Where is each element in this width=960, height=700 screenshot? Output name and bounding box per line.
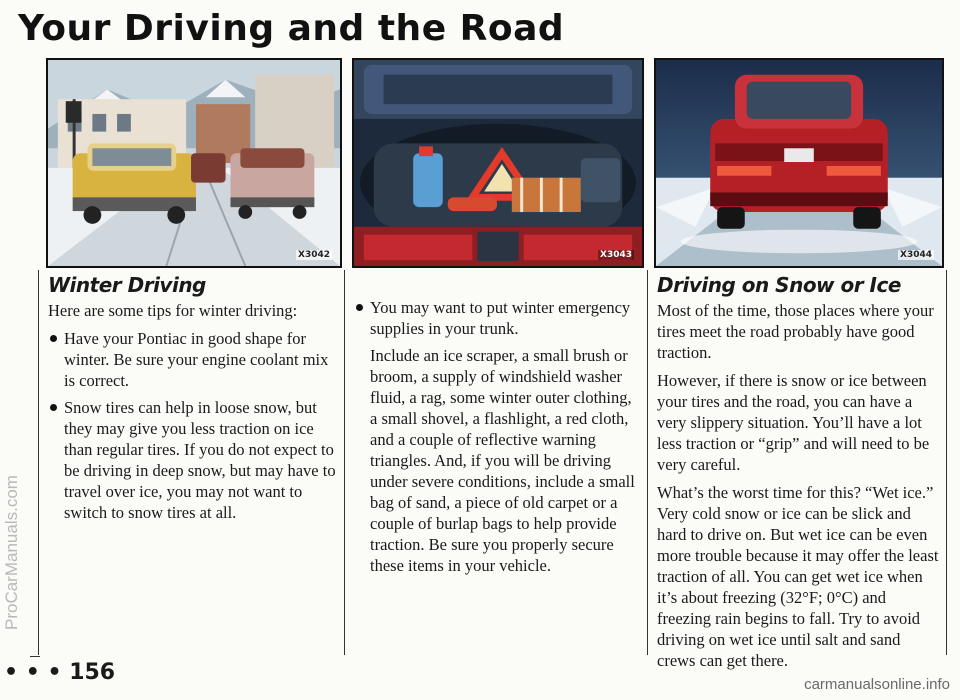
section-heading: Winter Driving: [48, 273, 206, 297]
list-item: Have your Pontiac in good shape for winter. Be sure your engine coolant mix is correct.: [48, 328, 338, 391]
photo-id: X3042: [298, 250, 330, 260]
page-rule: [30, 656, 40, 657]
car-on-snow-photo: [654, 58, 944, 268]
supplies-list: [354, 297, 636, 339]
column-rule-right: [946, 270, 947, 655]
column-snow-ice: [657, 272, 942, 678]
column-winter-driving: [48, 272, 338, 529]
body-paragraph: Most of the time, those places where your tires meet the road probably have good traction.: [657, 301, 934, 362]
winter-street-photo: [46, 58, 342, 268]
list-item: Snow tires can help in loose snow, but they may give you less traction on ice than regular tires. If you do not expect to be driving in deep snow, but may have to travel over ice, you may not want to switch to snow tires at all.: [48, 397, 338, 523]
footer-watermark: carmanualsonline.info: [804, 676, 950, 693]
photo-id: X3043: [600, 250, 632, 260]
section-heading: Driving on Snow or Ice: [657, 273, 901, 297]
column-rule: [647, 270, 648, 655]
body-paragraph: However, if there is snow or ice between your tires and the road, you can have a very slippery situation. You’ll have a lot less traction or “grip” and will need to be very careful.: [657, 371, 930, 474]
page-number-value: 156: [69, 660, 116, 685]
page-number: [4, 660, 115, 685]
body-paragraph: Include an ice scraper, a small brush or broom, a supply of windshield washer fluid, a rag, some winter outer clothing, a small shovel, a flashlight, a red cloth, and a couple of reflective warning triangles. And, if you will be driving under severe conditions, include a small bag of sand, a piece of old carpet or a couple of burlap bags to help provide traction. Be sure you properly secure these items in your vehicle.: [370, 346, 635, 575]
column-rule-left: [38, 270, 39, 655]
photo-id: X3044: [900, 250, 932, 260]
column-emergency-supplies: [354, 297, 636, 583]
body-paragraph: What’s the worst time for this? “Wet ice.” Very cold snow or ice can be slick and hard to drive on. But wet ice can be even more trouble because it may offer the least traction of all. You can get wet ice when it’s about freezing (32°F; 0°C) and freezing rain begins to fall. Try to avoid driving on wet ice until salt and sand crews can get there.: [657, 483, 939, 670]
side-watermark: ProCarManuals.com: [2, 475, 21, 630]
column-rule: [344, 270, 345, 655]
intro-text: Here are some tips for winter driving:: [48, 301, 298, 320]
list-item: You may want to put winter emergency supplies in your trunk.: [354, 297, 636, 339]
page-number-dots: • • •: [4, 660, 62, 685]
trunk-supplies-photo: [352, 58, 644, 268]
tips-list: [48, 328, 338, 523]
page-title: Your Driving and the Road: [18, 8, 565, 49]
